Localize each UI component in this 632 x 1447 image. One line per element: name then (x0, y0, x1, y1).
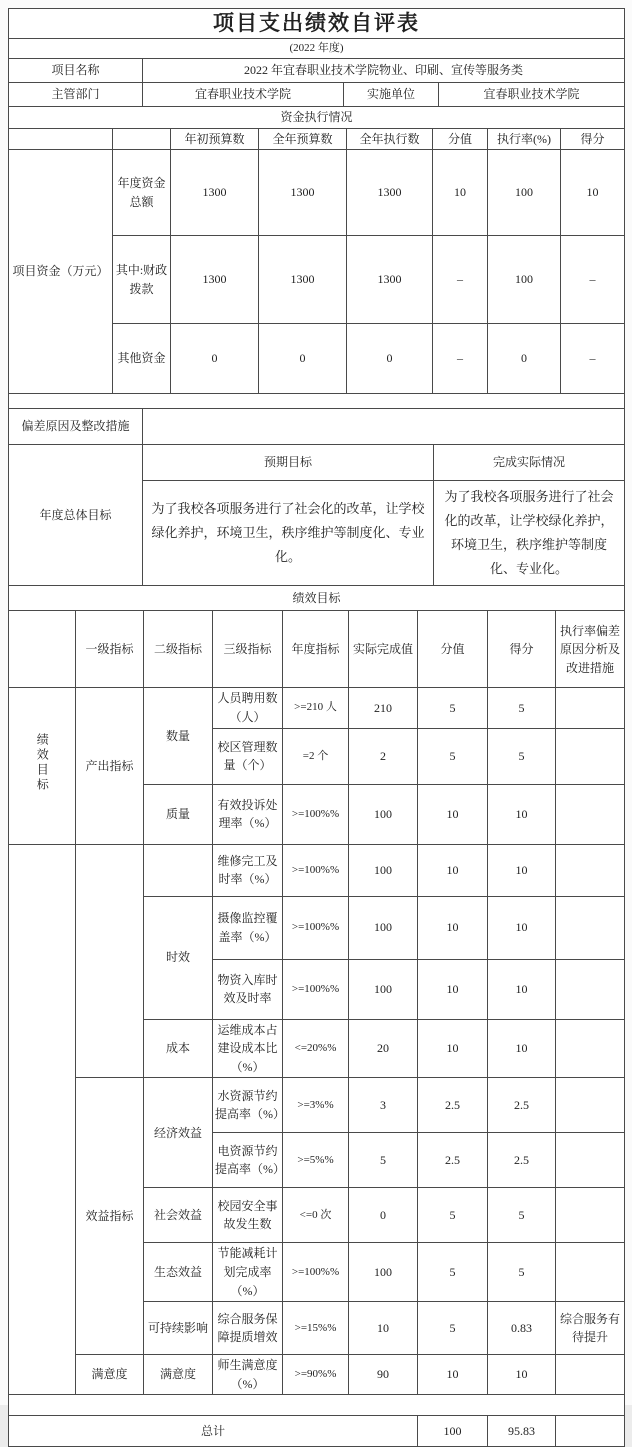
perf-l3: 物资入库时效及时率 (213, 959, 283, 1019)
project-name-value: 2022 年宜春职业技术学院物业、印刷、宣传等服务类 (143, 59, 625, 83)
perf-l2-satisfaction: 满意度 (144, 1355, 213, 1395)
dept-value: 宜春职业技术学院 (143, 83, 344, 107)
funds-cell: – (433, 236, 488, 324)
impl-value: 宜春职业技术学院 (439, 83, 625, 107)
funds-cell: 1300 (347, 236, 433, 324)
perf-note (556, 1078, 625, 1133)
total-label: 总计 (9, 1416, 418, 1447)
perf-l3: 摄像监控覆盖率（%） (213, 896, 283, 959)
perf-score-max: 5 (418, 688, 488, 728)
perf-target: =2 个 (283, 728, 349, 784)
perf-score-max: 10 (418, 959, 488, 1019)
perf-target: >=100%% (283, 959, 349, 1019)
perf-l3: 节能减耗计划完成率（%） (213, 1243, 283, 1302)
funds-header: 执行率(%) (488, 128, 561, 150)
perf-score-max: 10 (418, 896, 488, 959)
funds-cell: – (433, 324, 488, 394)
perf-section-title: 绩效目标 (9, 586, 625, 611)
perf-note (556, 784, 625, 844)
perf-header: 执行率偏差原因分析及改进措施 (556, 611, 625, 688)
funds-header: 得分 (561, 128, 625, 150)
perf-score: 10 (488, 959, 556, 1019)
page-subtitle: (2022 年度) (9, 39, 625, 59)
empty-cell (9, 394, 625, 409)
perf-actual: 100 (349, 959, 418, 1019)
perf-l3: 电资源节约提高率（%） (213, 1133, 283, 1188)
perf-score-max: 5 (418, 1243, 488, 1302)
total-score: 95.83 (488, 1416, 556, 1447)
perf-l1-continuation-cell (76, 844, 144, 1078)
funds-cell: 1300 (171, 150, 259, 236)
perf-band-table (8, 585, 625, 611)
perf-l3: 运维成本占建设成本比（%） (213, 1019, 283, 1078)
perf-score-max: 2.5 (418, 1078, 488, 1133)
perf-l3: 综合服务保障提质增效 (213, 1302, 283, 1355)
impl-label: 实施单位 (344, 83, 439, 107)
perf-l2-sustainable: 可持续影响 (144, 1302, 213, 1355)
funds-header: 全年预算数 (259, 128, 347, 150)
funds-cell: 1300 (259, 236, 347, 324)
funds-cell: – (561, 324, 625, 394)
funds-cell: 1300 (347, 150, 433, 236)
perf-note (556, 1355, 625, 1395)
perf-l2-timeliness: 时效 (144, 896, 213, 1019)
total-score-max: 100 (418, 1416, 488, 1447)
perf-l3: 水资源节约提高率（%） (213, 1078, 283, 1133)
perf-actual: 100 (349, 896, 418, 959)
perf-group-continuation-cell (9, 844, 76, 1395)
table-row (9, 150, 625, 236)
funds-section-title: 资金执行情况 (9, 107, 625, 129)
perf-l3: 人员聘用数（人） (213, 688, 283, 728)
perf-target: >=15%% (283, 1302, 349, 1355)
perf-actual: 210 (349, 688, 418, 728)
perf-l2-ecological: 生态效益 (144, 1243, 213, 1302)
expected-goal-header: 预期目标 (143, 445, 434, 481)
annual-goal-table (8, 444, 625, 586)
perf-note (556, 1133, 625, 1188)
perf-note (556, 959, 625, 1019)
funds-cell: 1300 (171, 236, 259, 324)
perf-note (556, 688, 625, 728)
title-table (8, 8, 625, 59)
perf-score: 2.5 (488, 1133, 556, 1188)
funds-cell: 0 (259, 324, 347, 394)
empty-cell (113, 128, 171, 150)
perf-l1-benefit: 效益指标 (76, 1078, 144, 1355)
perf-target: >=90%% (283, 1355, 349, 1395)
spacer-table (8, 393, 625, 409)
perf-target: >=100%% (283, 784, 349, 844)
funds-header: 全年执行数 (347, 128, 433, 150)
perf-actual: 10 (349, 1302, 418, 1355)
perf-header: 实际完成值 (349, 611, 418, 688)
perf-header: 分值 (418, 611, 488, 688)
perf-note (556, 1188, 625, 1243)
perf-target: >=100%% (283, 1243, 349, 1302)
funds-cell: 0 (347, 324, 433, 394)
perf-l3: 有效投诉处理率（%） (213, 784, 283, 844)
perf-header: 年度指标 (283, 611, 349, 688)
perf-note (556, 728, 625, 784)
perf-score-max: 2.5 (418, 1133, 488, 1188)
perf-note (556, 1019, 625, 1078)
annual-goal-label: 年度总体目标 (9, 445, 143, 586)
perf-l2-quality: 质量 (144, 784, 213, 844)
deviation-value (143, 409, 625, 445)
funds-header: 年初预算数 (171, 128, 259, 150)
funds-table (8, 128, 625, 395)
expected-goal-text: 为了我校各项服务进行了社会化的改革，让学校绿化养护，环境卫生，秩序维护等制度化、专业化。 (143, 481, 434, 586)
funds-cell: 0 (171, 324, 259, 394)
funds-cell: 100 (488, 150, 561, 236)
perf-score: 10 (488, 784, 556, 844)
table-row (9, 844, 625, 896)
perf-l1-output: 产出指标 (76, 688, 144, 844)
perf-score: 5 (488, 1188, 556, 1243)
perf-actual: 100 (349, 844, 418, 896)
perf-score: 5 (488, 688, 556, 728)
perf-score: 2.5 (488, 1078, 556, 1133)
perf-actual: 0 (349, 1188, 418, 1243)
perf-score-max: 5 (418, 1302, 488, 1355)
actual-goal-header: 完成实际情况 (434, 445, 625, 481)
actual-goal-text: 为了我校各项服务进行了社会化的改革，让学校绿化养护，环境卫生，秩序维护等制度化、专业化。 (434, 481, 625, 586)
project-name-label: 项目名称 (9, 59, 143, 83)
perf-score: 5 (488, 1243, 556, 1302)
funds-cell: 0 (488, 324, 561, 394)
perf-actual: 5 (349, 1133, 418, 1188)
funds-band-table (8, 106, 625, 129)
funds-cell: 1300 (259, 150, 347, 236)
perf-score-max: 5 (418, 728, 488, 784)
spacer-table (8, 1394, 625, 1416)
perf-header: 得分 (488, 611, 556, 688)
perf-score: 10 (488, 844, 556, 896)
perf-score-max: 10 (418, 1355, 488, 1395)
perf-actual: 2 (349, 728, 418, 784)
funds-group-label: 项目资金（万元） (9, 150, 113, 394)
perf-l1-satisfaction: 满意度 (76, 1355, 144, 1395)
perf-score: 10 (488, 1355, 556, 1395)
perf-l3: 校园安全事故发生数 (213, 1188, 283, 1243)
perf-l2-social: 社会效益 (144, 1188, 213, 1243)
perf-l2-continuation-cell (144, 844, 213, 896)
table-row (9, 688, 625, 728)
perf-header (9, 611, 76, 688)
perf-actual: 100 (349, 1243, 418, 1302)
empty-cell (9, 128, 113, 150)
perf-l2-quantity: 数量 (144, 688, 213, 784)
perf-header: 三级指标 (213, 611, 283, 688)
funds-header: 分值 (433, 128, 488, 150)
info-table (8, 58, 625, 107)
perf-score-max: 10 (418, 1019, 488, 1078)
perf-header: 二级指标 (144, 611, 213, 688)
total-note (556, 1416, 625, 1447)
perf-l2-economic: 经济效益 (144, 1078, 213, 1188)
perf-group-label: 绩效目标 (9, 688, 76, 844)
perf-target: <=20%% (283, 1019, 349, 1078)
perf-l3: 维修完工及时率（%） (213, 844, 283, 896)
perf-actual: 20 (349, 1019, 418, 1078)
perf-score: 0.83 (488, 1302, 556, 1355)
perf-score-max: 5 (418, 1188, 488, 1243)
dept-label: 主管部门 (9, 83, 143, 107)
empty-cell (9, 1395, 625, 1416)
perf-score: 5 (488, 728, 556, 784)
deviation-table (8, 408, 625, 445)
perf-score-max: 10 (418, 784, 488, 844)
funds-row-label: 年度资金总额 (113, 150, 171, 236)
perf-note: 综合服务有待提升 (556, 1302, 625, 1355)
perf-l3: 师生满意度（%） (213, 1355, 283, 1395)
funds-cell: 10 (561, 150, 625, 236)
perf-score: 10 (488, 1019, 556, 1078)
perf-target: >=3%% (283, 1078, 349, 1133)
perf-l3: 校区管理数量（个） (213, 728, 283, 784)
perf-actual: 90 (349, 1355, 418, 1395)
table-row (9, 1355, 625, 1395)
perf-note (556, 896, 625, 959)
perf-score-max: 10 (418, 844, 488, 896)
funds-row-label: 其中:财政拨款 (113, 236, 171, 324)
total-table (8, 1415, 625, 1447)
perf-note (556, 1243, 625, 1302)
perf-score: 10 (488, 896, 556, 959)
perf-l2-cost: 成本 (144, 1019, 213, 1078)
funds-cell: 10 (433, 150, 488, 236)
perf-actual: 3 (349, 1078, 418, 1133)
page-title: 项目支出绩效自评表 (9, 9, 625, 39)
funds-cell: – (561, 236, 625, 324)
funds-row-label: 其他资金 (113, 324, 171, 394)
perf-target: >=5%% (283, 1133, 349, 1188)
perf-target: >=210 人 (283, 688, 349, 728)
perf-target: >=100%% (283, 896, 349, 959)
perf-target: <=0 次 (283, 1188, 349, 1243)
perf-target: >=100%% (283, 844, 349, 896)
perf-header: 一级指标 (76, 611, 144, 688)
perf-actual: 100 (349, 784, 418, 844)
table-row (9, 611, 625, 688)
funds-cell: 100 (488, 236, 561, 324)
table-row (9, 1078, 625, 1133)
deviation-label: 偏差原因及整改措施 (9, 409, 143, 445)
perf-table (8, 610, 625, 1395)
perf-note (556, 844, 625, 896)
